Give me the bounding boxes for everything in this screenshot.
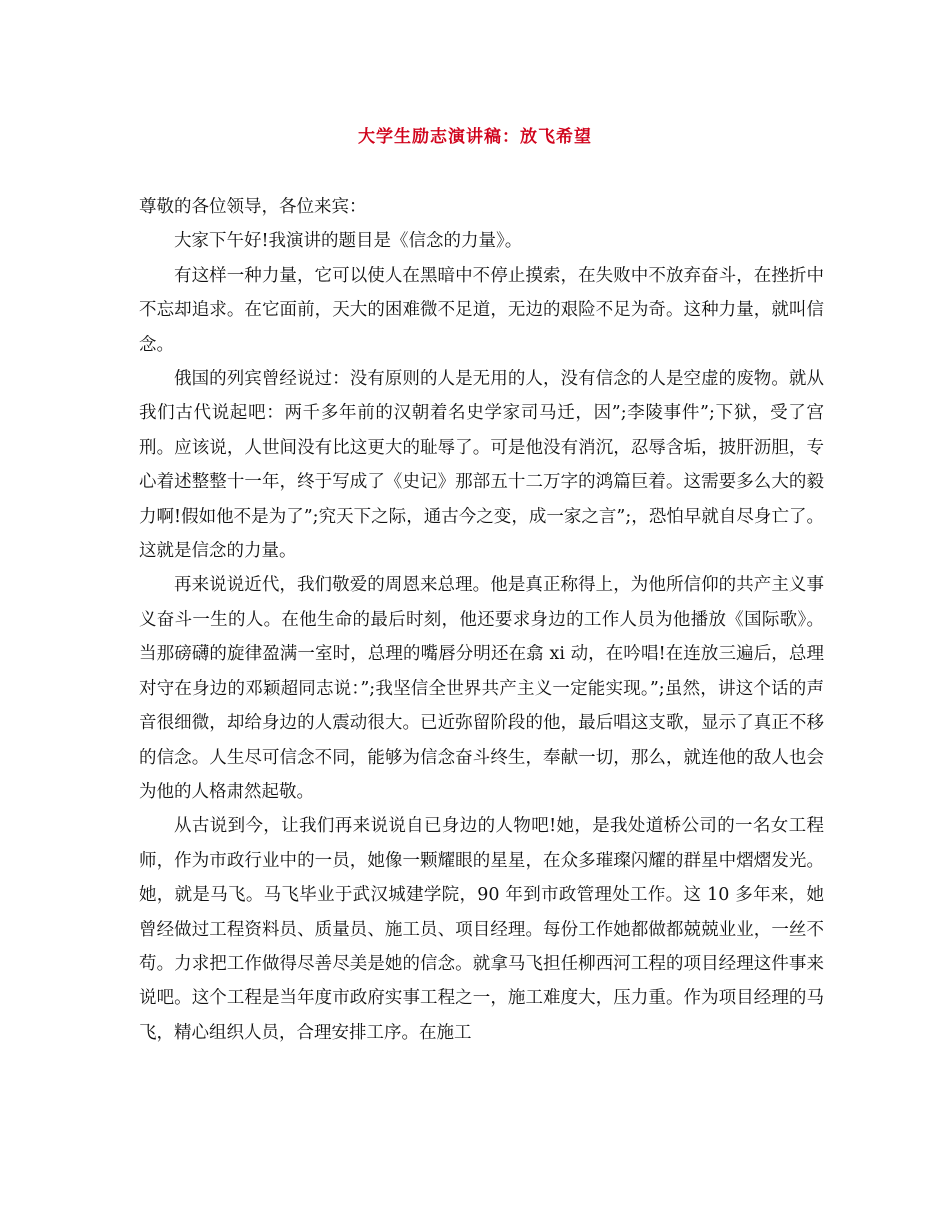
paragraph-sima-qian: 俄国的列宾曾经说过：没有原则的人是无用的人，没有信念的人是空虚的废物。就从我们古代说起吧：两千多年前的汉朝着名史学家司马迁，因”;李陵事件”;下狱，受了宫刑。应该说，人世间没有比这更大的耻辱了。可是他没有消沉，忍辱含垢，披肝沥胆，专心着述整整十一年，终于写成了《史记》那部五十二万字的鸿篇巨着。这需要多么大的毅力啊!假如他不是为了”;究天下之际，通古今之变，成一家之言”;，恐怕早就自尽身亡了。这就是信念的力量。 <box>139 369 824 562</box>
document-body <box>139 190 824 1050</box>
greeting-line: 尊敬的各位领导，各位来宾： <box>139 197 367 217</box>
paragraph-opening: 大家下午好!我演讲的题目是《信念的力量》。 <box>174 231 523 252</box>
paragraph-zhou-enlai: 再来说说近代，我们敬爱的周恩来总理。他是真正称得上，为他所信仰的共产主义事义奋斗一生的人。在他生命的最后时刻，他还要求身边的工作人员为他播放《国际歌》。当那磅礴的旋律盈满一室时，总理的嘴唇分明还在翕 xi 动，在吟唱!在连放三遍后，总理对守在身边的邓颖超同志说：”;我坚信全世界共产主义一定能实现。”;虽然，讲这个话的声音很细微，却给身边的人震动很大。已近弥留阶段的他，最后唱这支歌，显示了真正不移的信念。人生尽可信念不同，能够为信念奋斗终生，奉献一切，那么，就连他的敌人也会为他的人格肃然起敬。 <box>139 575 824 802</box>
paragraph-ma-fei: 从古说到今，让我们再来说说自已身边的人物吧!她，是我处道桥公司的一名女工程师，作为市政行业中的一员，她像一颗耀眼的星星，在众多璀璨闪耀的群星中熠熠发光。她，就是马飞。马飞毕业于武汉城建学院，90 年到市政管理处工作。这 10 多年来，她曾经做过工程资料员、质量员、施工员、项目经理。每份工作她都做都兢兢业业，一丝不苟。力求把工作做得尽善尽美是她的信念。就拿马飞担任柳西河工程的项目经理这件事来说吧。这个工程是当年度市政府实事工程之一，施工难度大，压力重。作为项目经理的马飞，精心组织人员，合理安排工序。在施工 <box>139 816 824 1043</box>
paragraph-belief-definition: 有这样一种力量，它可以使人在黑暗中不停止摸索，在失败中不放弃奋斗，在挫折中不忘却追求。在它面前，天大的困难微不足道，无边的艰险不足为奇。这种力量，就叫信念。 <box>139 265 824 355</box>
document-title: 大学生励志演讲稿：放飞希望 <box>358 127 592 147</box>
